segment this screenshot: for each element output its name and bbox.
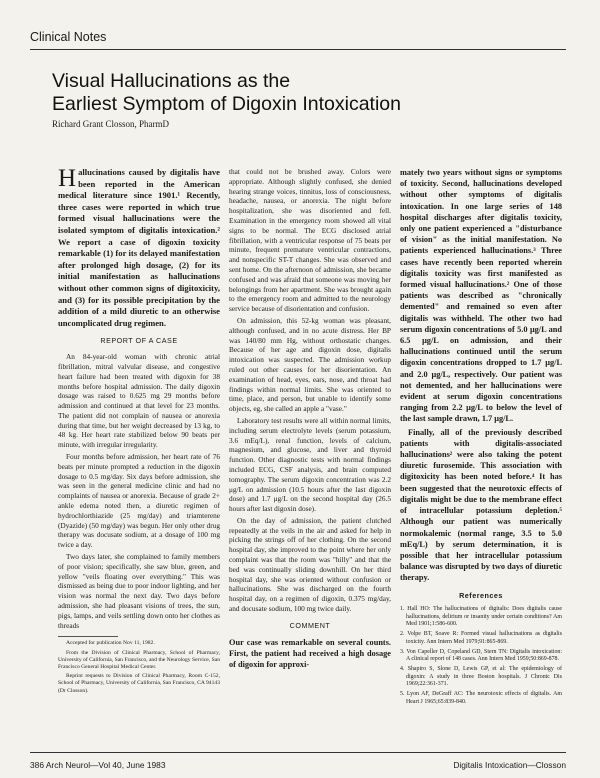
reference-item: 3. Von Capeller D, Copeland GD, Stern TN: Digitalis intoxication: A clinical report of 148 cases. Ann Intern Med 1959;50:869-878. (400, 648, 562, 663)
page-footer-citation: 386 Arch Neurol—Vol 40, June 1983 (30, 760, 166, 770)
references-heading: References (459, 590, 503, 600)
title-line-1: Visual Hallucinations as the (52, 70, 291, 92)
author-byline: Richard Grant Closson, PharmD (52, 119, 169, 129)
comment-paragraph: Finally, all of the previously described patients with digitalis-associated hallucinations² were also taking the potent diuretic furosemide. This association with digitoxicity has been noted before.⁴ It has been suggested that the neurotoxic effects of digitalis might be due to the membrane effect of intracellular potassium depletion.⁵ Although our patient was numerically normokalemic (normal range, 3.5 to 5.0 mEq/L) by serum determination, it is possible that her intracellular potassium balance was disrupted by two days of diuretic therapy. (400, 427, 562, 583)
body-paragraph: Two days later, she complained to family members of poor vision; specifically, she saw blue, green, and yellow "veils floating over everything." This was dismissed as being due to poor indoor lighting, and her vision was normal the next day. Two days before admission, she had pleasant visions of trees, the sun, pigs, lamps, and veils settling down onto her clothes as threads (58, 552, 220, 630)
section-heading-case-report: REPORT OF A CASE (100, 336, 178, 346)
body-paragraph: On admission, this 52-kg woman was pleasant, although confused, and in no acute distress. Her BP was 140/80 mm Hg, without orthostatic changes. Because of her age and digoxin dose, digitalis intoxication was suspected. The admission workup ruled out other causes for her disorientation. An examination of head, eyes, ears, nose, and throat had findings within normal limits. She was oriented to time, place, and person, but unable to identify some objects, eg, she called an apple a "vase." (229, 315, 391, 414)
header-divider (30, 49, 566, 50)
references-list (400, 606, 562, 706)
comment-continued-paragraph: mately two years without signs or symptoms of toxicity. Second, hallucinations developed without other symptoms of digitalis intoxication. In one large series of 148 hospital discharges after digitalis toxicity, only one patient experienced a "disturbance of vision" as the initial manifestation. No patients experienced hallucinations.³ Three cases have recently been reported wherein digitalis toxicity was first manifested as formed visual hallucinations.² One of those patients was described as "chronically demented" and remained so even after digitalis was withheld. The other two had serum digoxin concentrations of 5.0 μg/L and 6.5 μg/L on admission, and their hallucinations continued until the serum digoxin concentrations dropped to 1.7 μg/L and 2.0 μg/L, respectively. Our patient was not demented, and her hallucinations were evident at serum digoxin concentrations ranging from 2.2 μg/L to below the level of the last sample drawn, 1.7 μg/L. (400, 168, 562, 424)
section-label: Clinical Notes (30, 30, 107, 44)
page-footer-running-title: Digitalis Intoxication—Closson (453, 760, 566, 770)
body-paragraph: An 84-year-old woman with chronic atrial fibrillation, mitral valvular disease, and congestive heart failure had been treated with digoxin for 38 months before hospital admission. The daily digoxin dosage was raised to 0.625 mg 29 months before admission and continued at that level for 23 months. The patient did not complain of nausea or anorexia during that time, but her weight decreased by 13 kg, to 48 kg. Her heart rate stabilized below 90 beats per minute, with irregular irregularity. (58, 352, 220, 450)
footnote: From the Division of Clinical Pharmacy, School of Pharmacy, University of California, San Francisco, and the Neurology Service, San Francisco General Hospital Medical Center. (58, 649, 220, 671)
footnote: Accepted for publication Nov 11, 1982. (66, 640, 155, 647)
drop-cap: H (58, 165, 77, 192)
footer-divider (30, 752, 566, 753)
column-3 (400, 167, 562, 709)
body-paragraph: that could not be brushed away. Colors were appropriate. Although slightly confused, she denied hearing strange voices, tinnitus, loss of consciousness, headache, nausea, or anorexia. The night before hospitalization, she was disoriented and fell. Examination in the emergency room showed all vital signs to be normal. The ECG disclosed atrial fibrillation, with a ventricular response of 75 beats per minute, frequent premature ventricular contractions, and nonspecific ST-T changes. She was observed and sent home. On the afternoon of admission, she became confused and was afraid that someone was moving her belongings from her apartment. She was brought again to the emergency room and admitted to the neurology service because of disorientation and confusion. (229, 167, 391, 314)
footnote-divider (58, 636, 118, 637)
reference-item: 1. Hall HO: The hallucinations of digitalis: Does digitalis cause hallucinations, delirium or insanity under certain conditions? Am Med 1901;1:586-600. (400, 606, 562, 628)
column-1 (58, 167, 220, 697)
comment-lead-paragraph: Our case was remarkable on several counts. First, the patient had received a high dosage of digoxin for approxi- (229, 637, 391, 670)
body-paragraph: Laboratory test results were all within normal limits, including serum electrolyte levels (serum potassium, 3.6 mEq/L), renal function, levels of calcium, magnesium, and glucose, and liver and thyroid function. Other diagnostic tests with normal findings included ECG, CSF analysis, and brain computed tomography. The serum digoxin concentration was 2.2 μg/L on admission (10.5 hours after the last digoxin dose) and 1.7 μg/L on the second hospital day (26.5 hours after last digoxin dose). (229, 415, 391, 514)
title-line-2: Earliest Symptom of Digoxin Intoxication (52, 93, 401, 115)
body-paragraph: Four months before admission, her heart rate of 76 beats per minute prompted a reduction in the digoxin dosage to 0.5 mg/day. Six days before admission, she was seen in the general medicine clinic and had no complaints of nausea or anorexia. Because of grade 2+ ankle edema noted then, a diuretic regimen of hydrochlorthiazide (25 mg/day) and triamterene (Dyazide) (50 mg/day) was begun. Her only other drug therapy was docusate sodium, at a dosage of 100 mg twice a day. (58, 452, 220, 550)
reference-item: 4. Shapiro S, Slone D, Lewis GP, et al: The epidemiology of digoxin: A study in three Boston hospitals. J Chronic Dis 1969;22:361-371. (400, 666, 562, 688)
article-title (52, 70, 562, 116)
section-heading-comment: COMMENT (289, 620, 331, 630)
column-2 (229, 167, 391, 672)
lead-text: allucinations caused by digitalis have been reported in the American medical literature since 1901.¹ Recently, three cases were reported in which true formed visual hallucinations were the isolated symptom of digitalis intoxication.² We report a case of digoxin toxicity remarkable (1) for its delayed manifestation after prolonged high dosage, (2) for its initial manifestation as hallucinations without other common signs of digitoxicity, and (3) for its possible precipitation by the addition of a mild diuretic to an otherwise uncomplicated drug regimen. (58, 167, 220, 328)
body-paragraph: On the day of admission, the patient clutched repeatedly at the veils in the air and asked for help in picking the strings off of her clothing. On the second hospital day, she improved to the point where her only complaint was that the room was "hilly" and that the bed was continually sliding downhill. On her third hospital day, she was oriented without confusion or hallucinations. She was discharged on the fourth hospital day, on a regimen of digoxin, 0.375 mg/day, and docusate sodium, 100 mg twice daily. (229, 515, 391, 614)
footnote: Reprint requests to Division of Clinical Pharmacy, Room C-152, School of Pharmacy, University of California, San Francisco, CA 94143 (Dr Closson). (58, 673, 220, 694)
lead-paragraph (58, 167, 220, 329)
reference-item: 2. Volpe BT, Soave R: Formed visual hallucinations as digitalis toxicity. Ann Intern Med 1979;91:865-869. (400, 631, 562, 645)
reference-item: 5. Lyon AF, DeGraff AC: The neurotoxic effects of digitalis. Am Heart J 1965;65:839-840. (400, 691, 562, 705)
